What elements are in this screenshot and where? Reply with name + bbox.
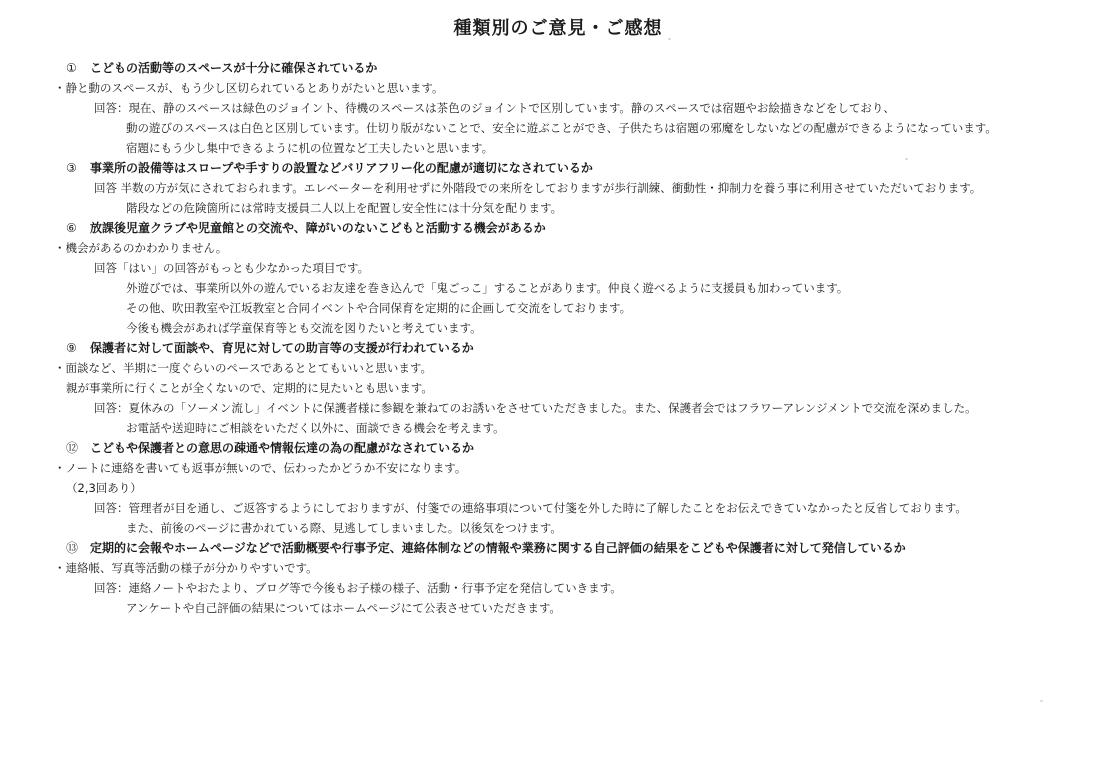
- answer-line: [0, 498, 1116, 518]
- answer-line: [0, 398, 1116, 418]
- answer-continuation-line: [0, 318, 1116, 338]
- line-text: 動の遊びのスペースは白色と区別しています。仕切り版がないことで、安全に遊ぶことができ、子供たちは宿題の邪魔をしないなどの配慮ができるようになっています。: [126, 121, 997, 135]
- line-text: 外遊びでは、事業所以外の遊んでいるお友達を巻き込んで「鬼ごっこ」することがあります。仲良く遊べるように支援員も加わっています。: [126, 281, 849, 295]
- line-text: 回答：管理者が目を通し、ご返答するようにしておりますが、付箋での連絡事項について付箋を外した時に了解したことをお伝えできていなかったと反省しております。: [94, 501, 967, 515]
- line-text: また、前後のページに書かれている際、見逃してしまいました。以後気をつけます。: [126, 521, 562, 535]
- opinion-line: [0, 558, 1116, 578]
- line-text: 回答「はい」の回答がもっとも少なかった項目です。: [94, 261, 370, 275]
- section-number: ⑫: [66, 441, 79, 455]
- line-text: 定期的に会報やホームページなどで活動概要や行事予定、連絡体制などの情報や業務に関する自己評価の結果をこどもや保護者に対して発信しているか: [90, 541, 906, 555]
- answer-continuation-line: [0, 418, 1116, 438]
- scan-speck: [905, 158, 908, 160]
- opinion-line: [0, 238, 1116, 258]
- line-text: その他、吹田教室や江坂教室と合同イベントや合同保育を定期的に企画して交流をしております。: [126, 301, 632, 315]
- opinion-line: [0, 78, 1116, 98]
- section-heading: [0, 538, 1116, 558]
- section-number: ⑨: [66, 341, 77, 355]
- section-number: ③: [66, 161, 77, 175]
- section-heading: [0, 338, 1116, 358]
- section-heading: [0, 158, 1116, 178]
- answer-continuation-line: [0, 298, 1116, 318]
- answer-continuation-line: [0, 278, 1116, 298]
- line-text: ・ノートに連絡を書いても返事が無いので、伝わったかどうか不安になります。: [54, 461, 467, 475]
- line-text: ・機会があるのかわかりません。: [54, 241, 228, 255]
- line-text: 階段などの危険箇所には常時支援員二人以上を配置し安全性には十分気を配ります。: [126, 201, 563, 215]
- line-text: ・連絡帳、写真等活動の様子が分かりやすいです。: [54, 561, 318, 575]
- line-text: 保護者に対して面談や、育児に対しての助言等の支援が行われているか: [90, 341, 474, 355]
- section-heading: [0, 218, 1116, 238]
- scan-speck: [668, 38, 671, 40]
- answer-line: [0, 258, 1116, 278]
- line-text: 今後も機会があれば学童保育等とも交流を図りたいと考えています。: [126, 321, 482, 335]
- section-heading: [0, 58, 1116, 78]
- line-text: アンケートや自己評価の結果についてはホームページにて公表させていただきます。: [126, 601, 561, 615]
- answer-line: [0, 178, 1116, 198]
- section-number: ⑥: [66, 221, 77, 235]
- line-text: こどもや保護者との意思の疎通や情報伝達の為の配慮がなされているか: [90, 441, 475, 455]
- line-text: 回答：夏休みの「ソーメン流し」イベントに保護者様に参観を兼ねてのお誘いをさせていただきました。また、保護者会ではフラワーアレンジメントで交流を深めました。: [94, 401, 977, 415]
- opinion-line: [0, 358, 1116, 378]
- answer-continuation-line: [0, 198, 1116, 218]
- section-number: ①: [66, 61, 77, 75]
- scan-speck: [1040, 700, 1043, 702]
- line-text: ・面談など、半期に一度ぐらいのペースであるととてもいいと思います。: [54, 361, 433, 375]
- answer-continuation-line: [0, 138, 1116, 158]
- line-text: 回答 半数の方が気にされておられます。エレベーターを利用せずに外階段での来所をしておりますが歩行訓練、衝動性・抑制力を養う事に利用させていただいております。: [94, 181, 982, 195]
- answer-line: [0, 578, 1116, 598]
- opinion-line: [0, 378, 1116, 398]
- page-title: 種類別のご意見・ご感想: [453, 18, 663, 39]
- answer-line: [0, 98, 1116, 118]
- section-number: ⑬: [66, 541, 79, 555]
- line-text: ・静と動のスペースが、もう少し区切られているとありがたいと思います。: [54, 81, 444, 95]
- answer-continuation-line: [0, 598, 1116, 618]
- opinion-line: [0, 458, 1116, 478]
- line-text: 回答：連絡ノートやおたより、ブログ等で今後もお子様の様子、活動・行事予定を発信していきます。: [94, 581, 622, 595]
- opinion-line: [0, 478, 1116, 498]
- line-text: 親が事業所に行くことが全くないので、定期的に見たいとも思います。: [66, 381, 433, 395]
- line-text: 事業所の設備等はスロープや手すりの設置などバリアフリー化の配慮が適切になされているか: [90, 161, 593, 175]
- line-text: 放課後児童クラブや児童館との交流や、障がいのないこどもと活動する機会があるか: [90, 221, 546, 235]
- line-text: 回答：現在、静のスペースは緑色のジョイント、待機のスペースは茶色のジョイントで区別しています。静のスペースでは宿題やお絵描きなどをしており、: [94, 101, 895, 115]
- answer-continuation-line: [0, 118, 1116, 138]
- line-text: 宿題にもう少し集中できるように机の位置など工夫したいと思います。: [126, 141, 494, 155]
- line-text: （2,3回あり）: [66, 481, 142, 495]
- line-text: お電話や送迎時にご相談をいただく以外に、面談できる機会を考えます。: [126, 421, 505, 435]
- line-text: こどもの活動等のスペースが十分に確保されているか: [90, 61, 378, 75]
- section-heading: [0, 438, 1116, 458]
- answer-continuation-line: [0, 518, 1116, 538]
- document-body: [0, 58, 1116, 618]
